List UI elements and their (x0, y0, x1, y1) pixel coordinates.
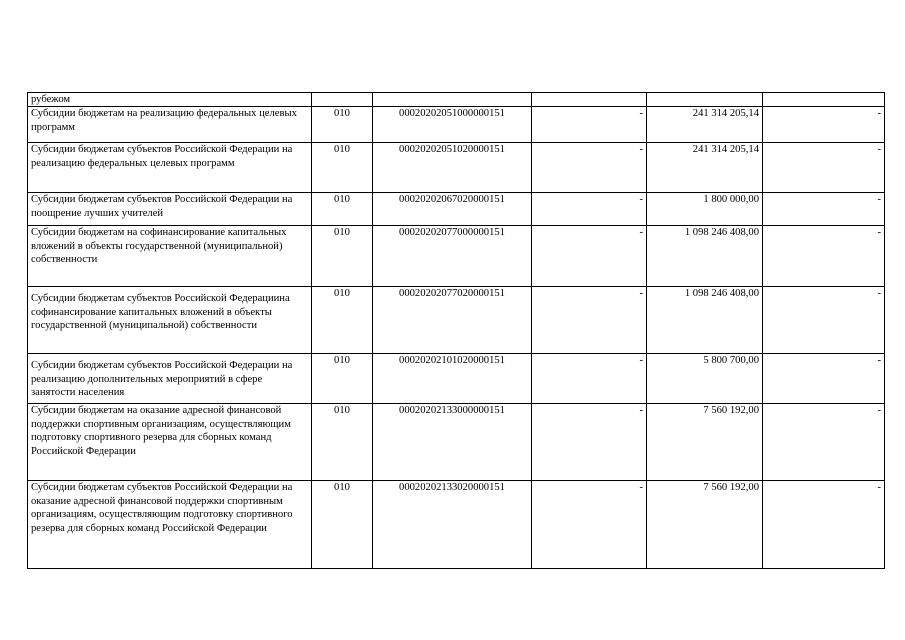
row-col6: - (763, 354, 885, 404)
row-col6: - (763, 287, 885, 354)
row-col4: - (532, 143, 647, 193)
row-col5: 1 098 246 408,00 (647, 226, 763, 287)
row-col5: 1 800 000,00 (647, 193, 763, 226)
row-kbk: 00020202077000000151 (373, 226, 532, 287)
row-code: 010 (312, 287, 373, 354)
table-row (28, 404, 885, 481)
table-row (28, 93, 885, 107)
table-row (28, 226, 885, 287)
row-col6 (763, 93, 885, 107)
row-name: Субсидии бюджетам на оказание адресной финансовой поддержки спортивным организациям, осуществляющим подготовку спортивного резерва для сборных команд Российской Федерации (28, 404, 312, 481)
row-col4: - (532, 226, 647, 287)
row-col4: - (532, 193, 647, 226)
table-row (28, 193, 885, 226)
row-kbk: 00020202067020000151 (373, 193, 532, 226)
row-col5: 7 560 192,00 (647, 404, 763, 481)
table-row (28, 354, 885, 404)
row-kbk: 00020202077020000151 (373, 287, 532, 354)
row-col5: 7 560 192,00 (647, 481, 763, 569)
row-kbk: 00020202051020000151 (373, 143, 532, 193)
row-col4: - (532, 404, 647, 481)
row-code: 010 (312, 354, 373, 404)
table-row (28, 287, 885, 354)
row-code: 010 (312, 226, 373, 287)
row-col5: 1 098 246 408,00 (647, 287, 763, 354)
row-col6: - (763, 193, 885, 226)
row-col6: - (763, 481, 885, 569)
row-code (312, 93, 373, 107)
row-col5: 241 314 205,14 (647, 143, 763, 193)
row-name: Субсидии бюджетам на реализацию федеральных целевых программ (28, 107, 312, 143)
row-col5: 5 800 700,00 (647, 354, 763, 404)
row-name: Субсидии бюджетам субъектов Российской Федерации на реализацию дополнительных мероприятий в сфере занятости населения (28, 354, 312, 404)
table-row (28, 107, 885, 143)
row-col6: - (763, 226, 885, 287)
row-kbk: 00020202101020000151 (373, 354, 532, 404)
row-code: 010 (312, 193, 373, 226)
row-name: Субсидии бюджетам субъектов Российской Федерации на поощрение лучших учителей (28, 193, 312, 226)
table-row (28, 481, 885, 569)
row-name: Субсидии бюджетам субъектов Российской Федерации на оказание адресной финансовой поддержки спортивным организациям, осуществляющим подготовку спортивного резерва для сборных команд Российской Федерации (28, 481, 312, 569)
row-col4: - (532, 481, 647, 569)
row-name: рубежом (28, 93, 312, 107)
row-code: 010 (312, 143, 373, 193)
row-kbk: 00020202133000000151 (373, 404, 532, 481)
row-col6: - (763, 143, 885, 193)
row-name: Субсидии бюджетам на софинансирование капитальных вложений в объекты государственной (муниципальной) собственности (28, 226, 312, 287)
row-col4 (532, 93, 647, 107)
row-name: Субсидии бюджетам субъектов Российской Федерациина софинансирование капитальных вложений в объекты государственной (муниципальной) собственности (28, 287, 312, 354)
budget-table (27, 92, 885, 569)
row-name: Субсидии бюджетам субъектов Российской Федерации на реализацию федеральных целевых программ (28, 143, 312, 193)
row-col6: - (763, 107, 885, 143)
row-col5 (647, 93, 763, 107)
row-col6: - (763, 404, 885, 481)
row-col4: - (532, 107, 647, 143)
row-kbk: 00020202133020000151 (373, 481, 532, 569)
row-code: 010 (312, 404, 373, 481)
row-code: 010 (312, 107, 373, 143)
row-col5: 241 314 205,14 (647, 107, 763, 143)
row-col4: - (532, 287, 647, 354)
row-col4: - (532, 354, 647, 404)
row-kbk (373, 93, 532, 107)
table-row (28, 143, 885, 193)
row-kbk: 00020202051000000151 (373, 107, 532, 143)
row-code: 010 (312, 481, 373, 569)
